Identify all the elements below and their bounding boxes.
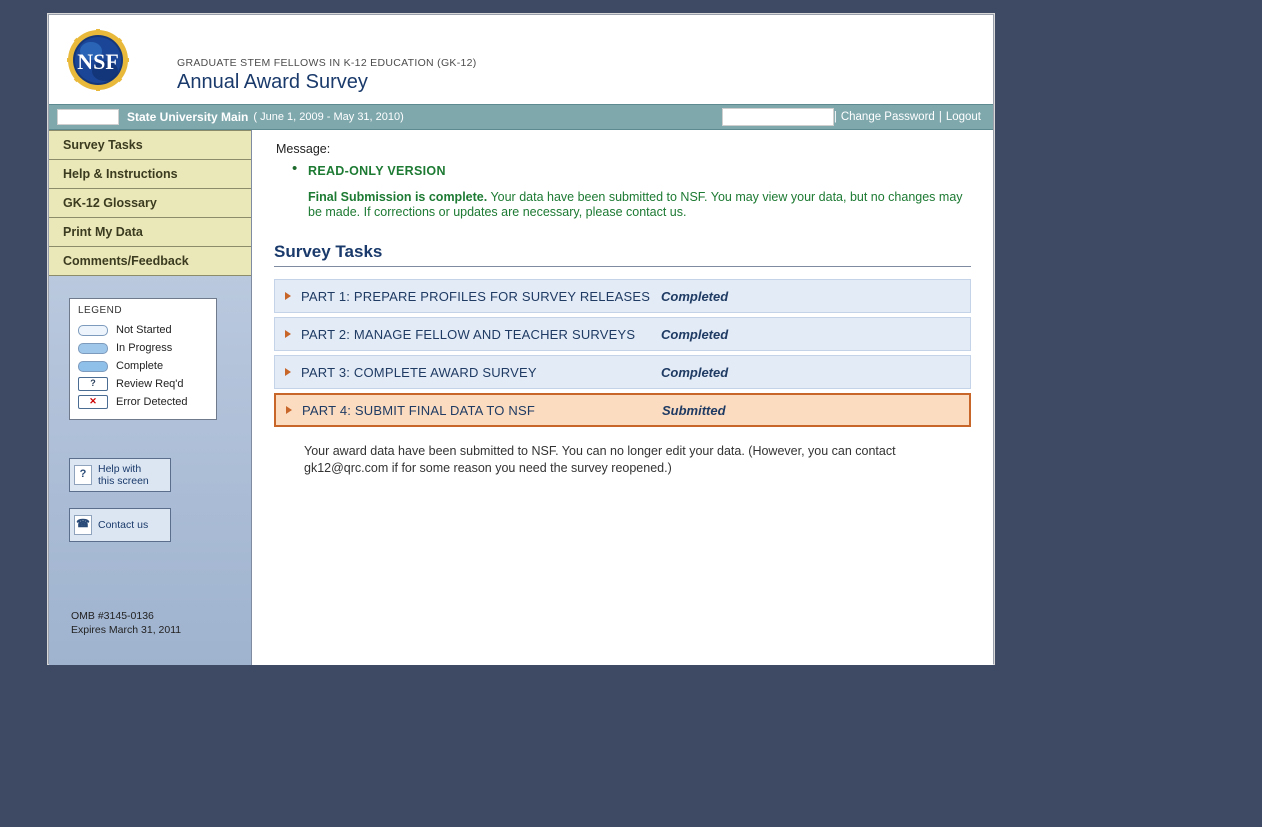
final-submission-bold: Final Submission is complete. [308, 190, 488, 204]
help-with-this-screen-button[interactable] [69, 458, 171, 492]
question-mark-icon: ? [74, 465, 92, 485]
telephone-icon: ☎ [74, 515, 92, 535]
account-blank-field[interactable] [57, 109, 119, 125]
help-button-label-line1: Help with [98, 463, 142, 475]
user-name-field[interactable] [722, 108, 834, 126]
submission-footnote: Your award data have been submitted to NSF. You can no longer edit your data. (However, you can contact gk12@qrc.com if for some reason you need the survey reopened.) [304, 444, 896, 475]
task-label: PART 3: COMPLETE AWARD SURVEY [301, 364, 537, 380]
page-title: Annual Award Survey [177, 71, 368, 93]
legend-title: LEGEND [78, 305, 123, 316]
sidebar-item-label: Survey Tasks [63, 138, 143, 152]
nsf-seal-logo [67, 29, 129, 91]
legend-item-label: Complete [116, 360, 164, 372]
task-row-part-2[interactable] [274, 317, 971, 351]
sidebar-item-help-instructions[interactable] [49, 160, 251, 189]
sidebar-item-gk12-glossary[interactable] [49, 189, 251, 218]
task-label: PART 2: MANAGE FELLOW AND TEACHER SURVEYS [301, 326, 636, 342]
expand-triangle-icon [285, 368, 291, 376]
institution-name: State University Main [127, 110, 249, 124]
account-separator-2: | [938, 111, 942, 123]
sidebar-item-comments-feedback[interactable] [49, 247, 251, 276]
section-divider [274, 266, 971, 267]
page-header [49, 15, 993, 104]
legend-item-label: In Progress [116, 342, 173, 354]
final-submission-rest: Your data have been submitted to NSF. You may view your data, but no changes may be made. If corrections or updates are necessary, please contact us. [308, 190, 963, 219]
omb-number: OMB #3145-0136 [71, 610, 154, 622]
task-row-part-1[interactable] [274, 279, 971, 313]
task-status: Submitted [662, 402, 726, 418]
omb-notice [71, 609, 181, 637]
header-subtitle: GRADUATE STEM FELLOWS IN K-12 EDUCATION (GK-12) [177, 57, 477, 69]
help-button-label [98, 463, 149, 487]
task-status: Completed [661, 288, 729, 304]
contact-us-button[interactable] [69, 508, 171, 542]
task-row-part-4[interactable] [274, 393, 971, 427]
expand-triangle-icon [285, 330, 291, 338]
header-text-block [177, 57, 477, 94]
legend-item-label: Not Started [116, 324, 172, 336]
legend-item-label: Review Req'd [116, 378, 184, 390]
task-label: PART 1: PREPARE PROFILES FOR SURVEY RELEASES [301, 288, 651, 304]
svg-text:NSF: NSF [77, 49, 119, 74]
message-label: Message: [276, 142, 331, 156]
legend-item-review-required [78, 375, 208, 393]
legend-panel [69, 298, 217, 420]
legend-item-error-detected [78, 393, 208, 411]
change-password-link[interactable]: Change Password [840, 111, 935, 123]
survey-period: ( June 1, 2009 - May 31, 2010) [253, 111, 404, 123]
sidebar [49, 130, 252, 665]
account-separator-1: | [833, 111, 837, 123]
help-button-label-line2: this screen [98, 475, 149, 487]
question-mark-icon: ? [78, 377, 108, 391]
sidebar-item-print-my-data[interactable] [49, 218, 251, 247]
task-status: Completed [661, 326, 729, 342]
sidebar-item-survey-tasks[interactable] [49, 130, 251, 160]
body-container [49, 130, 993, 665]
application-window [48, 14, 994, 664]
in-progress-swatch-icon [78, 343, 108, 354]
not-started-swatch-icon [78, 325, 108, 336]
readonly-banner: READ-ONLY VERSION [308, 164, 446, 178]
task-label: PART 4: SUBMIT FINAL DATA TO NSF [302, 402, 535, 418]
message-list-item [292, 162, 971, 220]
task-status: Completed [661, 364, 729, 380]
expand-triangle-icon [286, 406, 292, 414]
final-submission-message [308, 190, 963, 220]
sidebar-item-label: Print My Data [63, 225, 143, 239]
omb-expires: Expires March 31, 2011 [71, 624, 182, 636]
legend-item-not-started [78, 321, 208, 339]
message-list [292, 162, 971, 220]
contact-button-label: Contact us [98, 519, 149, 531]
legend-item-in-progress [78, 339, 208, 357]
logout-link[interactable]: Logout [945, 111, 981, 123]
legend-item-complete [78, 357, 208, 375]
sidebar-item-label: Comments/Feedback [63, 254, 189, 268]
task-row-part-3[interactable] [274, 355, 971, 389]
error-x-icon: ✕ [78, 395, 108, 409]
sidebar-item-label: GK-12 Glossary [63, 196, 157, 210]
legend-item-label: Error Detected [116, 396, 188, 408]
sidebar-item-label: Help & Instructions [63, 167, 178, 181]
section-title: Survey Tasks [274, 242, 383, 261]
complete-swatch-icon [78, 361, 108, 372]
account-actions [722, 108, 985, 126]
account-bar [49, 104, 993, 130]
expand-triangle-icon [285, 292, 291, 300]
main-content [252, 130, 993, 665]
